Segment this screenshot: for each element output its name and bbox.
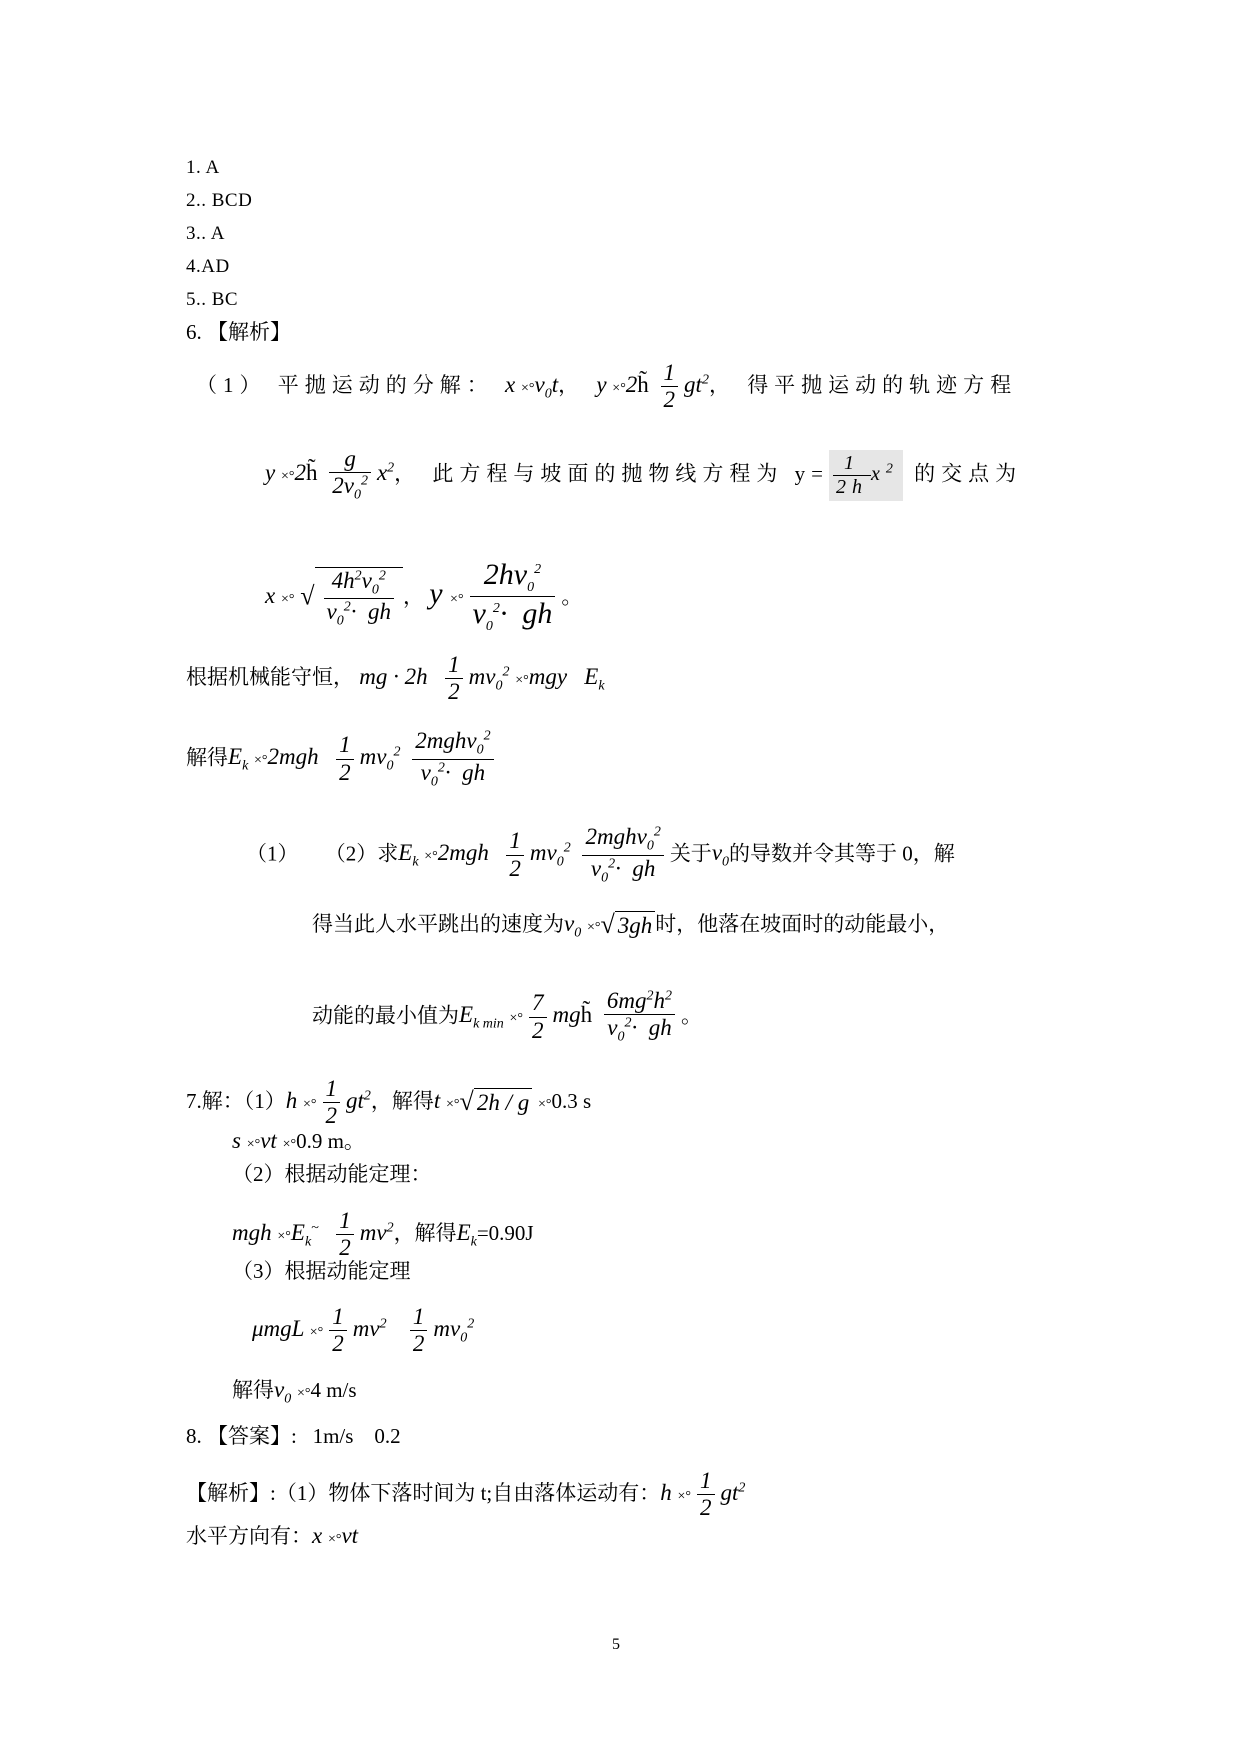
q6-part2-line2 — [312, 910, 949, 948]
q6-energy-label: 根据机械能守恒， — [186, 665, 354, 690]
q8-fall-equation: h ×° $\frac{1}{2}$ $gt^2$ — [660, 1468, 746, 1521]
answer-3: 3.. A — [186, 223, 225, 244]
q6-part2-text: 关于 — [669, 841, 712, 866]
q6-part2-line3-label: 动能的最小值为 — [312, 1003, 459, 1028]
q6-part2-line2b: 时，他落在坡面时的动能最小， — [655, 912, 950, 936]
q8-line1 — [186, 1422, 401, 1450]
q8-horizontal-label: 水平方向有： — [186, 1524, 312, 1548]
q6-part1-text3: 此方程与坡面的抛物线方程为 y= — [432, 461, 829, 486]
q6-intersection: x ×° √ $\frac{4h^2v_0^2}{v_0^2\cdot gh}$ ， y ×° $\frac{2hv_0^2}{v_0^2\cdot gh}$ 。 — [265, 558, 583, 635]
slope-equation-image: $\frac{1}{2h}$ $x^2$ — [829, 450, 903, 501]
ek-equation: $E_k \times^\circ 2mgh$ $\frac{1}{2}$ $mv_0^2$ $\frac{2mghv_0^2}{v_0^2\cdot gh}$ — [228, 744, 500, 769]
q7-line7 — [232, 1376, 357, 1414]
q7-line6 — [252, 1304, 474, 1358]
q7-t-value: 0.3 s — [551, 1089, 592, 1114]
q7-line2 — [232, 1127, 365, 1159]
q8-analysis-label: 【解析】: — [186, 1481, 276, 1506]
q6-solve-label: 解得 — [186, 745, 228, 770]
q7-part2: （2）根据动能定理： — [232, 1162, 432, 1186]
q7-t-equation: t ×°√ 2h / g ×° — [433, 1087, 552, 1117]
q7-part3: （3）根据动能定理 — [232, 1259, 411, 1283]
q6-part2-line1: （1） （2）求$E_k \times^\circ 2mgh$ $\frac{1}{2}$ $mv_0^2$ $\frac{2mghv_0^2}{v_0^2\cdot gh}$ 关于$v_0$的导数并令其等于 0，解 — [246, 824, 955, 886]
ek-derivative-expression: $E_k \times^\circ 2mgh$ $\frac{1}{2}$ $mv_0^2$ $\frac{2mghv_0^2}{v_0^2\cdot gh}$ — [398, 840, 670, 865]
q7-t-label: ，解得 — [370, 1089, 434, 1114]
ek-min-equation: $E_{k min}$ ×° $\frac{7}{2}$ mgh̃ $\frac{6mg^2h^2}{v_0^2\cdot gh}$ — [459, 1002, 681, 1027]
q6-part2-line3: 动能的最小值为$E_{k min}$ ×° $\frac{7}{2}$ mgh̃ $\frac{6mg^2h^2}{v_0^2\cdot gh}$ 。 — [312, 988, 703, 1046]
q6-part2-line2a: 得当此人水平跳出的速度为 — [312, 912, 564, 936]
q8-answer: 1m/s 0.2 — [312, 1424, 401, 1448]
q7-v0-equation: $v_0$ ×° — [274, 1377, 311, 1407]
answer-2: 2.. BCD — [186, 190, 253, 211]
equation-y: y ×°2h̃ $\frac{1}{2}$ $gt^2$ — [596, 360, 709, 413]
answer-4: 4.AD — [186, 256, 230, 277]
q6-energy-line — [186, 652, 605, 706]
q7-line4: mgh $\times^\circ E_k^\sim$ $\frac{1}{2}$ $mv^2$，解得$E_k=0.90J$ — [232, 1208, 534, 1261]
q6-heading: 6. 【解析】 — [186, 320, 291, 344]
q6-part1-text4: 的交点为 — [914, 461, 1023, 486]
q8-horizontal-equation: x ×°vt — [312, 1523, 359, 1548]
q6-part1-label: （1） — [196, 373, 267, 398]
q6-part1-text2: 得平抛运动的轨迹方程 — [747, 373, 1018, 398]
intersection-y: y ×° $\frac{2hv_0^2}{v_0^2\cdot gh}$ — [429, 577, 561, 610]
page-number: 5 — [612, 1636, 620, 1653]
q8-analysis-text: （1）物体下落时间为 t;自由落体运动有： — [275, 1481, 661, 1506]
answer-5: 5.. BC — [186, 289, 239, 310]
q6-part2-label: （2）求 — [324, 841, 399, 866]
intersection-x: x ×° √ $\frac{4h^2v_0^2}{v_0^2\cdot gh}$ — [265, 583, 403, 608]
q8-heading: 8. 【答案】: — [186, 1424, 297, 1448]
q6-part2-prefix: （1） — [246, 841, 299, 866]
answer-1: 1. A — [186, 157, 220, 178]
q7-heading: 7.解：（1） — [186, 1089, 286, 1114]
q7-friction-equation: μmgL ×° $\frac{1}{2}$ $mv^2$ $\frac{1}{2}$ $mv_0^2$ — [252, 1304, 475, 1357]
q7-h-equation: h ×° $\frac{1}{2}$ $gt^2$ — [285, 1076, 371, 1129]
q7-ek-label: ，解得 — [393, 1221, 457, 1246]
q7-line1 — [186, 1076, 591, 1130]
equation-x: $x \times^\circ v_0t$ — [505, 372, 559, 402]
energy-equation: mg · 2h $\frac{1}{2}$ $mv_0^2 \times^\circ mgy$ $E_k$ — [359, 652, 605, 705]
q6-part1-line2: y ×°2h̃ $\frac{g}{2v_0^2}$ $x^2$， 此方程与坡面的抛物线方程为 y= $\frac{1}{2h}$ $x^2$ 的交点为 — [265, 446, 1023, 504]
q8-line2 — [186, 1468, 745, 1522]
q7-s-equation: s ×°vt ×° — [232, 1128, 297, 1153]
q7-v0-value: 4 m/s — [310, 1378, 357, 1402]
q6-solve-line — [186, 728, 500, 790]
q7-s-value: 0.9 m。 — [296, 1129, 365, 1153]
q6-part2-text2: 的导数并令其等于 0，解 — [729, 841, 955, 866]
q7-ek-value: =0.90J — [476, 1221, 534, 1246]
q6-part1-line1: （1） 平抛运动的分解： $x \times^\circ v_0t$， y ×°2h̃ $\frac{1}{2}$ $gt^2$， 得平抛运动的轨迹方程 — [196, 360, 1018, 413]
q8-line3 — [186, 1522, 358, 1554]
v0-optimal: $v_0$ ×°√ 3gh — [564, 911, 655, 936]
q7-v0-label: 解得 — [232, 1378, 274, 1402]
q7-energy-equation: mgh $\times^\circ E_k^\sim$ $\frac{1}{2}$ $mv^2$ — [232, 1208, 394, 1261]
trajectory-equation: y ×°2h̃ $\frac{g}{2v_0^2}$ $x^2$ — [265, 446, 395, 504]
q6-part1-text: 平抛运动的分解： — [277, 373, 494, 398]
